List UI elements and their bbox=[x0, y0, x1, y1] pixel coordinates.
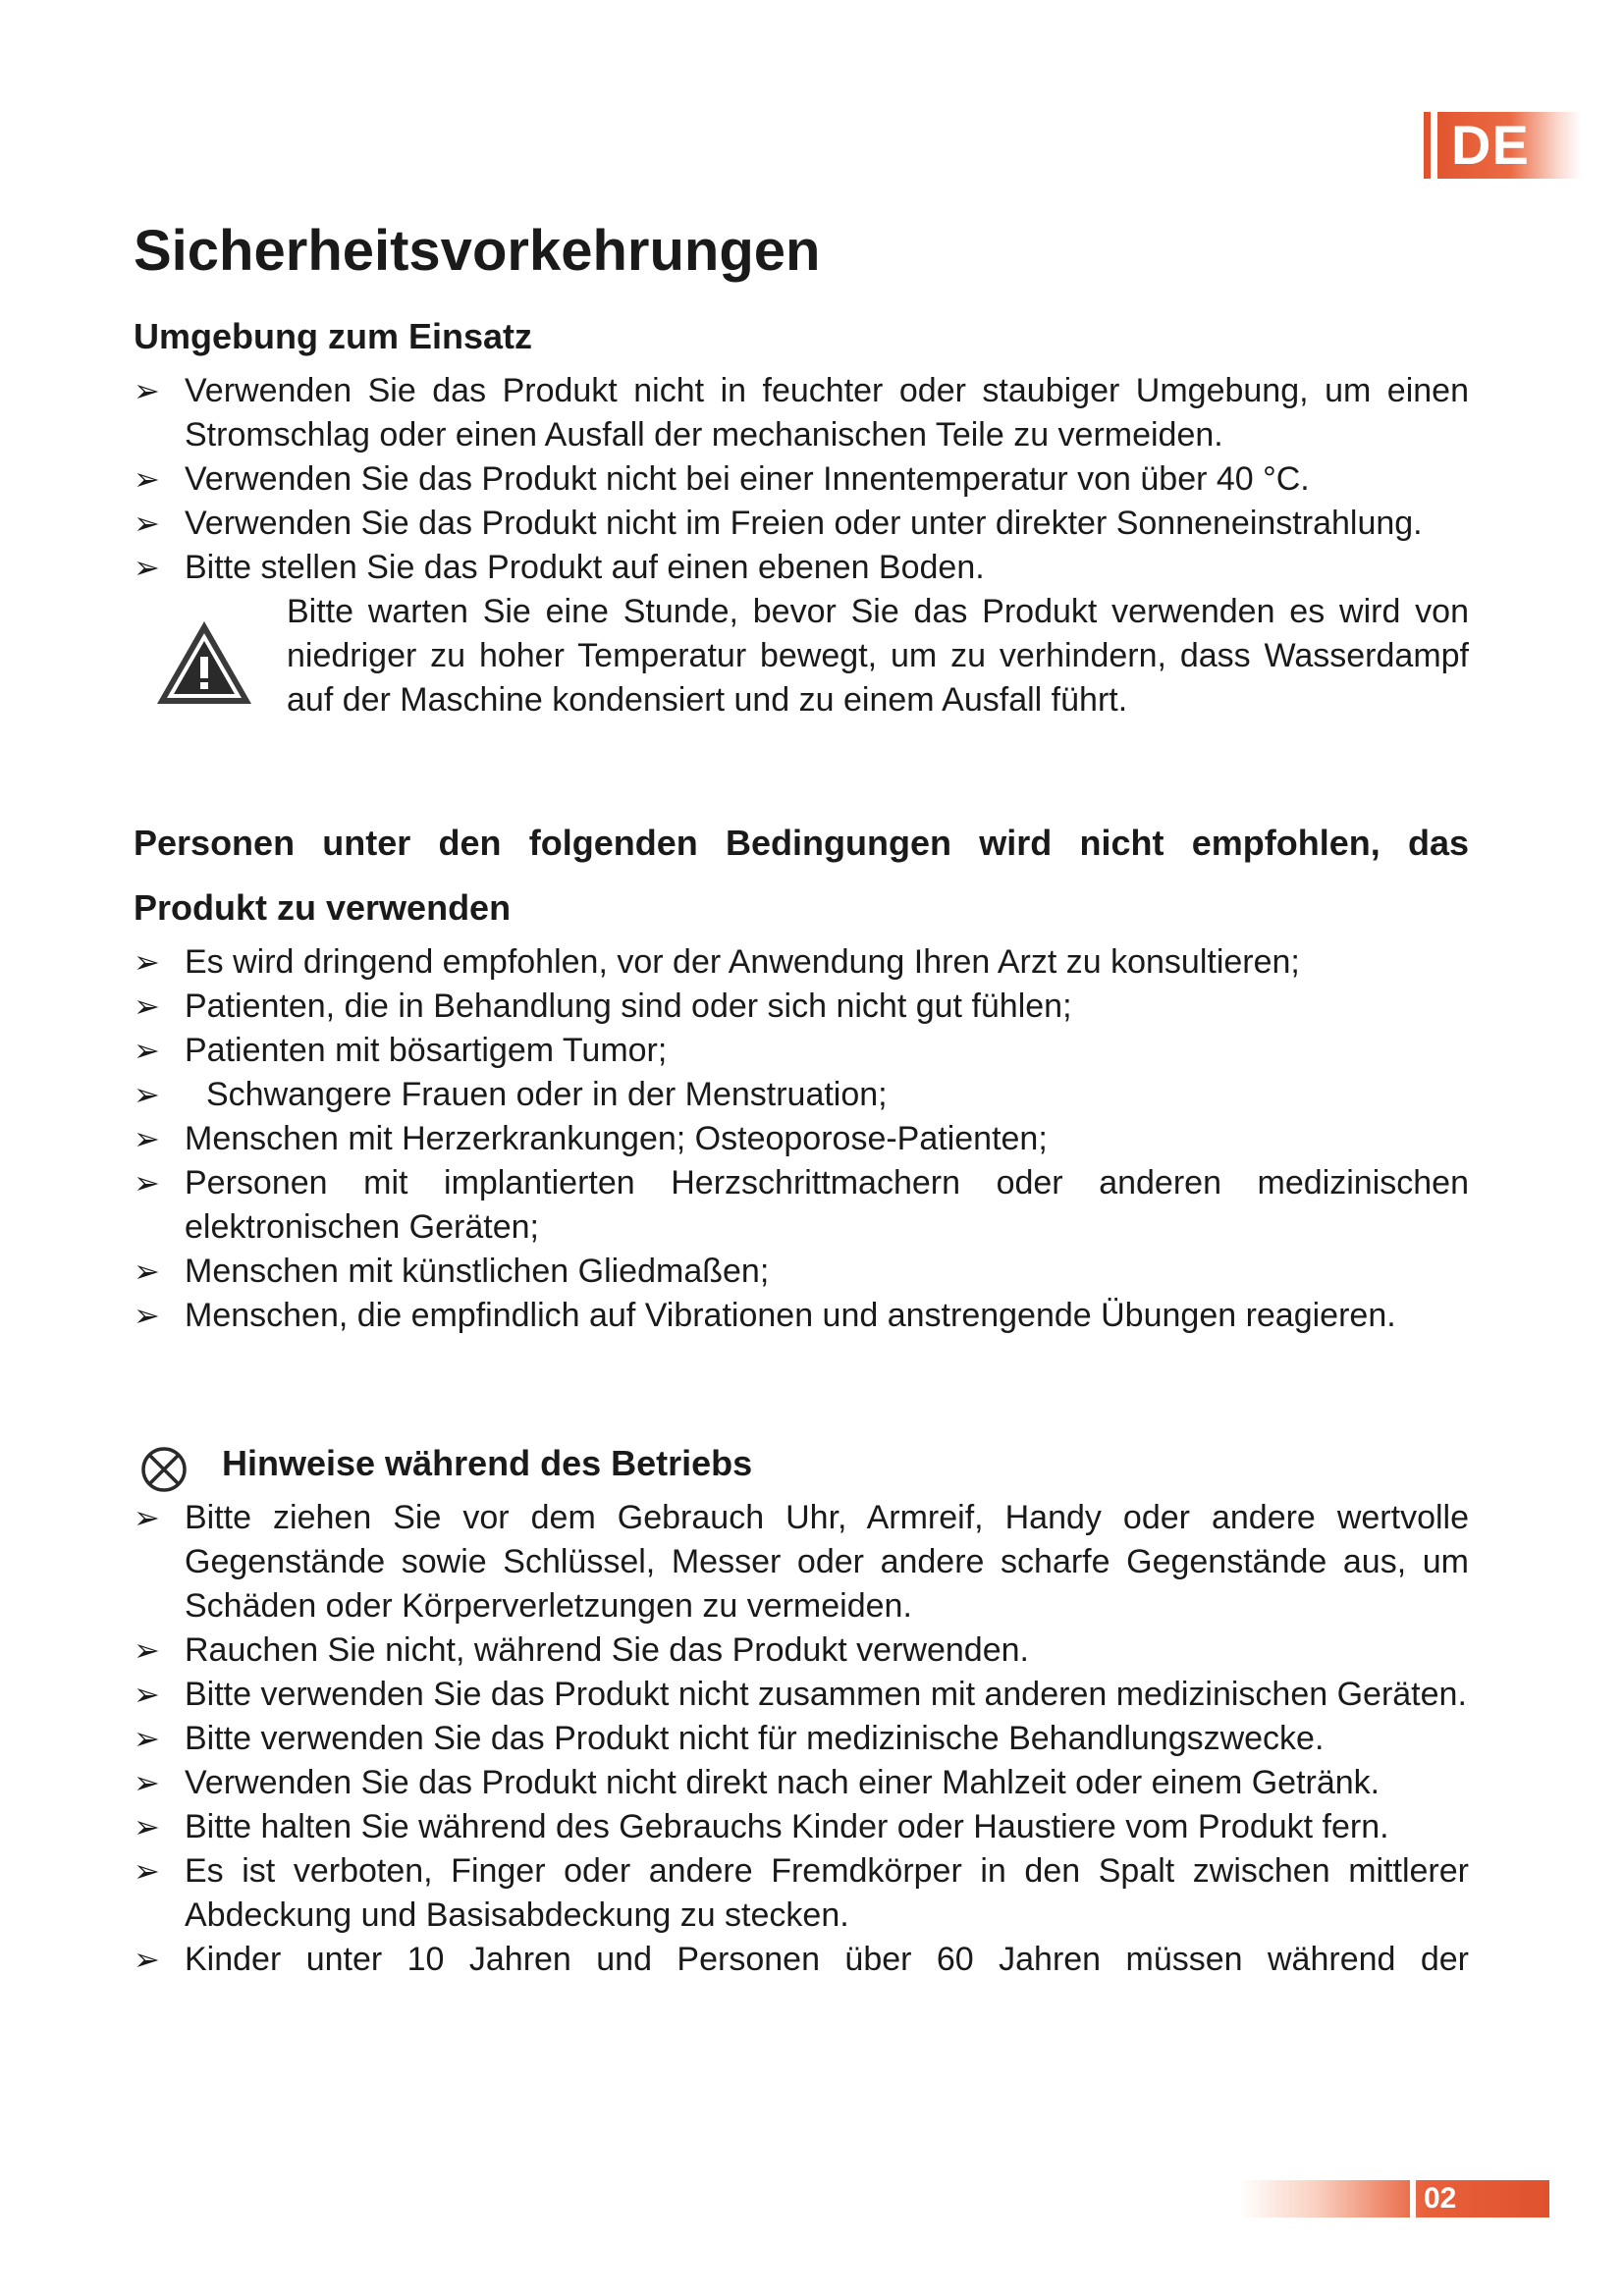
list-item: ➢ Bitte verwenden Sie das Produkt nicht für medizinische Behandlungszwecke. bbox=[134, 1717, 1469, 1761]
bullet-arrow-icon: ➢ bbox=[134, 988, 160, 1024]
list-item: ➢ Patienten mit bösartigem Tumor; bbox=[134, 1029, 1469, 1073]
section-heading: Umgebung zum Einsatz bbox=[134, 316, 533, 356]
language-code: DE bbox=[1451, 114, 1530, 176]
section-heading: Hinweise während des Betriebs bbox=[222, 1443, 753, 1483]
bullet-arrow-icon: ➢ bbox=[134, 1809, 160, 1844]
bullet-arrow-icon: ➢ bbox=[134, 1765, 160, 1800]
bullet-arrow-icon: ➢ bbox=[134, 1632, 160, 1668]
list-item: ➢ Es ist verboten, Finger oder andere Fremdkörper in den Spalt zwischen mittlerer Abdeckung und Basisabdeckung zu stecken. bbox=[134, 1849, 1469, 1938]
list-item: ➢ Menschen, die empfindlich auf Vibrationen und anstrengende Übungen reagieren. bbox=[134, 1294, 1469, 1338]
prohibited-icon bbox=[139, 1445, 189, 1494]
bullet-arrow-icon: ➢ bbox=[134, 944, 160, 980]
list-item: ➢ Bitte verwenden Sie das Produkt nicht zusammen mit anderen medizinischen Geräten. bbox=[134, 1673, 1469, 1717]
list-item: ➢ Menschen mit künstlichen Gliedmaßen; bbox=[134, 1250, 1469, 1294]
section-heading-continued: Produkt zu verwenden bbox=[134, 887, 512, 928]
bullet-arrow-icon: ➢ bbox=[134, 1033, 160, 1068]
section-environment bbox=[134, 304, 1469, 722]
section-operation-notes bbox=[134, 1431, 1469, 1982]
list-item: ➢ Verwenden Sie das Produkt nicht in feuchter oder staubiger Umgebung, um einen Stromschlag oder einen Ausfall der mechanischen Teile zu vermeiden. bbox=[134, 369, 1469, 457]
page-number: 02 bbox=[1424, 2182, 1457, 2215]
contraindication-list bbox=[134, 940, 1469, 1338]
warning-note bbox=[134, 590, 1469, 722]
environment-list bbox=[134, 369, 1469, 590]
list-item: ➢ Verwenden Sie das Produkt nicht im Freien oder unter direkter Sonneneinstrahlung. bbox=[134, 502, 1469, 546]
bullet-arrow-icon: ➢ bbox=[134, 1942, 160, 1977]
list-item: ➢ Schwangere Frauen oder in der Menstruation; bbox=[134, 1073, 1469, 1117]
bullet-arrow-icon: ➢ bbox=[134, 1298, 160, 1333]
bullet-arrow-icon: ➢ bbox=[134, 1853, 160, 1889]
language-badge bbox=[1424, 112, 1581, 179]
bullet-arrow-icon: ➢ bbox=[134, 373, 160, 408]
bullet-arrow-icon: ➢ bbox=[134, 1721, 160, 1756]
list-item: ➢ Personen mit implantierten Herzschrittmachern oder anderen medizinischen elektronischen Geräten; bbox=[134, 1161, 1469, 1250]
page-number-badge bbox=[1239, 2180, 1549, 2217]
bullet-arrow-icon: ➢ bbox=[134, 550, 160, 585]
list-item: ➢ Bitte ziehen Sie vor dem Gebrauch Uhr, Armreif, Handy oder andere wertvolle Gegenstände sowie Schlüssel, Messer oder andere scharfe Gegenstände aus, um Schäden oder Körperverletzungen zu vermeiden. bbox=[134, 1496, 1469, 1629]
bullet-arrow-icon: ➢ bbox=[134, 1165, 160, 1201]
list-item: ➢ Es wird dringend empfohlen, vor der Anwendung Ihren Arzt zu konsultieren; bbox=[134, 940, 1469, 985]
badge-divider bbox=[1410, 2180, 1416, 2217]
bullet-arrow-icon: ➢ bbox=[134, 506, 160, 541]
list-item: ➢ Kinder unter 10 Jahren und Personen über 60 Jahren müssen während der bbox=[134, 1938, 1469, 1982]
bullet-arrow-icon: ➢ bbox=[134, 1500, 160, 1535]
badge-divider bbox=[1431, 112, 1437, 179]
section-heading: Personen unter den folgenden Bedingungen wird nicht empfohlen, das bbox=[134, 823, 1469, 863]
bullet-arrow-icon: ➢ bbox=[134, 1077, 160, 1112]
bullet-arrow-icon: ➢ bbox=[134, 461, 160, 497]
list-item: ➢ Verwenden Sie das Produkt nicht bei einer Innentemperatur von über 40 °C. bbox=[134, 457, 1469, 502]
list-item: ➢ Verwenden Sie das Produkt nicht direkt nach einer Mahlzeit oder einem Getränk. bbox=[134, 1761, 1469, 1805]
list-item: ➢ Bitte stellen Sie das Produkt auf einen ebenen Boden. bbox=[134, 546, 1469, 590]
list-item: ➢ Patienten, die in Behandlung sind oder sich nicht gut fühlen; bbox=[134, 985, 1469, 1029]
section-contraindications bbox=[134, 811, 1469, 1338]
bullet-arrow-icon: ➢ bbox=[134, 1254, 160, 1289]
list-item: ➢ Bitte halten Sie während des Gebrauchs Kinder oder Haustiere vom Produkt fern. bbox=[134, 1805, 1469, 1849]
bullet-arrow-icon: ➢ bbox=[134, 1677, 160, 1712]
warning-triangle-icon bbox=[153, 617, 255, 708]
warning-text: Bitte warten Sie eine Stunde, bevor Sie das Produkt verwenden es wird von niedriger zu hoher Temperatur bewegt, um zu verhindern, dass Wasserdampf auf der Maschine kondensiert und zu einem Ausfall führt. bbox=[287, 593, 1469, 719]
page-title: Sicherheitsvorkehrungen bbox=[134, 219, 821, 283]
bullet-arrow-icon: ➢ bbox=[134, 1121, 160, 1156]
operation-notes-list bbox=[134, 1496, 1469, 1982]
list-item: ➢ Rauchen Sie nicht, während Sie das Produkt verwenden. bbox=[134, 1629, 1469, 1673]
list-item: ➢ Menschen mit Herzerkrankungen; Osteoporose-Patienten; bbox=[134, 1117, 1469, 1161]
